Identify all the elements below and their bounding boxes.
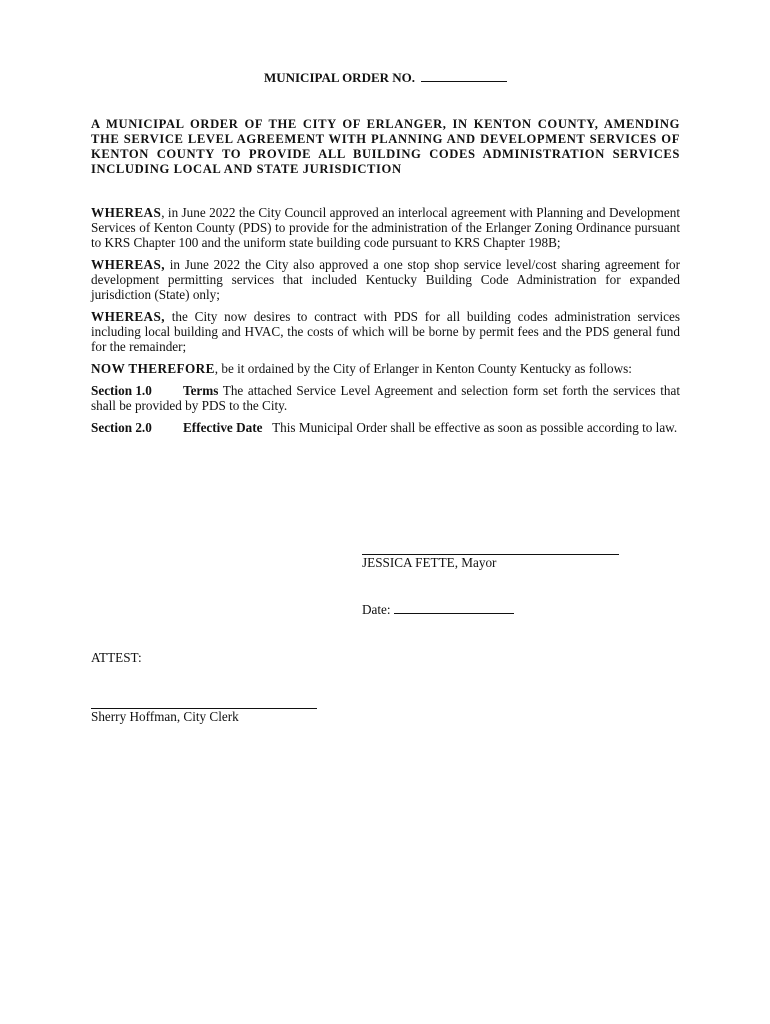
mayor-name: JESSICA FETTE, Mayor [362,555,497,570]
paragraph-text: in June 2022 the City also approved a one stop shop service level/cost sharing agreement for development permitting services that included Kentucky Building Code Administration for expanded jurisdiction (State) only; [91,257,680,302]
order-number-heading [91,70,680,85]
section-2 [91,420,680,435]
order-title: A MUNICIPAL ORDER OF THE CITY OF ERLANGER, IN KENTON COUNTY, AMENDING THE SERVICE LEVEL AGREEMENT WITH PLANNING AND DEVELOPMENT SERVICES OF KENTON COUNTY TO PROVIDE ALL BUILDING CODES ADMINISTRATION SERVICES INCLUDING LOCAL AND STATE JURISDICTION [91,117,680,176]
order-number-blank [421,71,507,82]
mayor-signature-block [362,540,622,618]
mayor-signature-line [362,540,619,555]
date-blank [394,603,514,614]
clerk-signature-line [91,694,317,709]
order-number-label: MUNICIPAL ORDER NO. [263,70,416,85]
section-heading: Effective Date [183,420,263,435]
paragraph-text: , be it ordained by the City of Erlanger in Kenton County Kentucky as follows: [214,361,632,376]
section-heading: Terms [183,383,219,398]
section-text: This Municipal Order shall be effective as soon as possible according to law. [262,420,678,435]
clerk-name: Sherry Hoffman, City Clerk [91,709,239,724]
paragraph-lead: WHEREAS [91,205,162,220]
date-row [362,602,622,618]
paragraph-lead: NOW THEREFORE [91,361,215,376]
whereas-paragraph-3 [91,309,680,354]
date-label: Date: [362,602,391,617]
document-body [91,70,680,442]
section-label: Section 1.0 [91,383,152,398]
whereas-paragraph-1 [91,205,680,250]
whereas-paragraph-2 [91,257,680,302]
paragraph-lead: WHEREAS, [91,309,165,324]
now-therefore-paragraph [91,361,680,376]
paragraph-text: , in June 2022 the City Council approved an interlocal agreement with Planning and Development Services of Kenton County (PDS) to provide for the administration of the Erlanger Zoning Ordinance pursuant to KRS Chapter 100 and the uniform state building code pursuant to KRS Chapter 198B; [91,205,680,250]
attest-label: ATTEST: [91,650,142,665]
section-1 [91,383,680,413]
paragraph-lead: WHEREAS, [91,257,165,272]
clerk-signature-block [91,694,317,725]
section-label: Section 2.0 [91,420,152,435]
section-text: The attached Service Level Agreement and selection form set forth the services that shall be provided by PDS to the City. [91,383,680,413]
paragraph-text: the City now desires to contract with PDS for all building codes administration services including local building and HVAC, the costs of which will be borne by permit fees and the PDS general fund for the remainder; [91,309,680,354]
